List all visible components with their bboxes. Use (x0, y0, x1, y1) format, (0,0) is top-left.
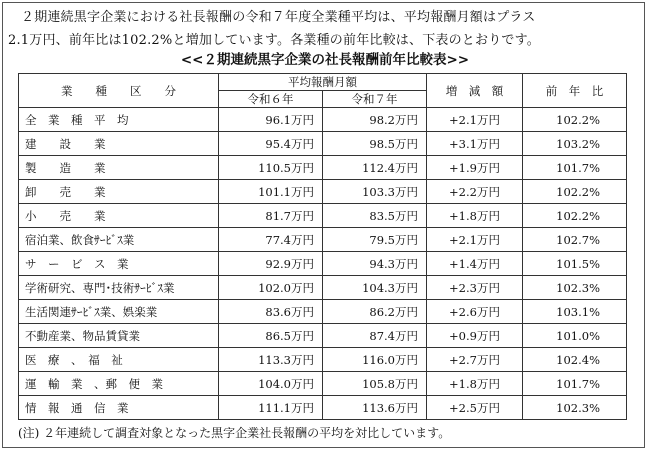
change-cell: +1.8万円 (427, 204, 523, 228)
header-r6: 令和６年 (219, 91, 323, 108)
change-cell: +2.7万円 (427, 348, 523, 372)
ratio-cell: 102.3% (523, 276, 627, 300)
ratio-cell: 102.3% (523, 396, 627, 420)
industry-cell: 情 報 通 信 業 (19, 396, 219, 420)
table-row (19, 324, 627, 348)
r6-cell: 104.0万円 (219, 372, 323, 396)
r7-cell: 103.3万円 (323, 180, 427, 204)
table-row (19, 348, 627, 372)
industry-cell: 学術研究、専門･技術ｻｰﾋﾞｽ業 (19, 276, 219, 300)
change-cell: +2.3万円 (427, 276, 523, 300)
industry-cell: 製 造 業 (19, 156, 219, 180)
r6-cell: 83.6万円 (219, 300, 323, 324)
r6-cell: 96.1万円 (219, 108, 323, 132)
industry-cell: 建 設 業 (19, 132, 219, 156)
r6-cell: 102.0万円 (219, 276, 323, 300)
r6-cell: 86.5万円 (219, 324, 323, 348)
ratio-cell: 102.7% (523, 228, 627, 252)
ratio-cell: 103.1% (523, 300, 627, 324)
industry-cell: 運 輸 業 、郵 便 業 (19, 372, 219, 396)
table-title: <<２期連続黒字企業の社長報酬前年比較表>> (180, 52, 470, 68)
change-cell: +2.2万円 (427, 180, 523, 204)
change-cell: +1.8万円 (427, 372, 523, 396)
table-row (19, 108, 627, 132)
intro-paragraph (8, 6, 640, 52)
table-row (19, 180, 627, 204)
ratio-cell: 101.5% (523, 252, 627, 276)
ratio-cell: 101.7% (523, 156, 627, 180)
r6-cell: 113.3万円 (219, 348, 323, 372)
header-ratio: 前 年 比 (523, 74, 627, 108)
table-row (19, 228, 627, 252)
r7-cell: 116.0万円 (323, 348, 427, 372)
header-avg-monthly: 平均報酬月額 (219, 74, 427, 91)
table-row (19, 204, 627, 228)
r7-cell: 98.5万円 (323, 132, 427, 156)
r6-cell: 101.1万円 (219, 180, 323, 204)
ratio-cell: 101.0% (523, 324, 627, 348)
table-row (19, 372, 627, 396)
intro-line-2: 2.1万円、前年比は102.2%と増加しています。各業種の前年比較は、下表のとおりです。 (8, 33, 540, 48)
change-cell: +3.1万円 (427, 132, 523, 156)
r7-cell: 87.4万円 (323, 324, 427, 348)
change-cell: +2.1万円 (427, 108, 523, 132)
r7-cell: 105.8万円 (323, 372, 427, 396)
table-row (19, 300, 627, 324)
r7-cell: 104.3万円 (323, 276, 427, 300)
r7-cell: 86.2万円 (323, 300, 427, 324)
r6-cell: 110.5万円 (219, 156, 323, 180)
table-row (19, 396, 627, 420)
table-body (19, 108, 627, 420)
change-cell: +2.6万円 (427, 300, 523, 324)
r6-cell: 92.9万円 (219, 252, 323, 276)
industry-cell: サ ー ビ ス 業 (19, 252, 219, 276)
r7-cell: 112.4万円 (323, 156, 427, 180)
change-cell: +2.1万円 (427, 228, 523, 252)
r6-cell: 111.1万円 (219, 396, 323, 420)
industry-cell: 全 業 種 平 均 (19, 108, 219, 132)
r7-cell: 98.2万円 (323, 108, 427, 132)
r7-cell: 94.3万円 (323, 252, 427, 276)
intro-line-1: ２期連続黒字企業における社長報酬の令和７年度全業種平均は、平均報酬月額はプラス (21, 10, 536, 25)
change-cell: +2.5万円 (427, 396, 523, 420)
change-cell: +1.4万円 (427, 252, 523, 276)
industry-cell: 生活関連ｻｰﾋﾞｽ業、娯楽業 (19, 300, 219, 324)
r7-cell: 83.5万円 (323, 204, 427, 228)
r7-cell: 113.6万円 (323, 396, 427, 420)
change-cell: +0.9万円 (427, 324, 523, 348)
r6-cell: 95.4万円 (219, 132, 323, 156)
table-row (19, 132, 627, 156)
ratio-cell: 102.4% (523, 348, 627, 372)
salary-comparison-table (18, 73, 627, 420)
header-industry: 業 種 区 分 (19, 74, 219, 108)
table-row (19, 276, 627, 300)
change-cell: +1.9万円 (427, 156, 523, 180)
table-row (19, 156, 627, 180)
industry-cell: 不動産業、物品賃貸業 (19, 324, 219, 348)
header-change: 増 減 額 (427, 74, 523, 108)
r6-cell: 77.4万円 (219, 228, 323, 252)
industry-cell: 小 売 業 (19, 204, 219, 228)
industry-cell: 卸 売 業 (19, 180, 219, 204)
ratio-cell: 101.7% (523, 372, 627, 396)
footnote: (注) ２年連続して調査対象となった黒字企業社長報酬の平均を対比しています。 (18, 426, 451, 440)
industry-cell: 医 療 、 福 祉 (19, 348, 219, 372)
industry-cell: 宿泊業、飲食ｻｰﾋﾞｽ業 (19, 228, 219, 252)
ratio-cell: 103.2% (523, 132, 627, 156)
header-r7: 令和７年 (323, 91, 427, 108)
r7-cell: 79.5万円 (323, 228, 427, 252)
ratio-cell: 102.2% (523, 180, 627, 204)
ratio-cell: 102.2% (523, 108, 627, 132)
r6-cell: 81.7万円 (219, 204, 323, 228)
ratio-cell: 102.2% (523, 204, 627, 228)
table-row (19, 252, 627, 276)
